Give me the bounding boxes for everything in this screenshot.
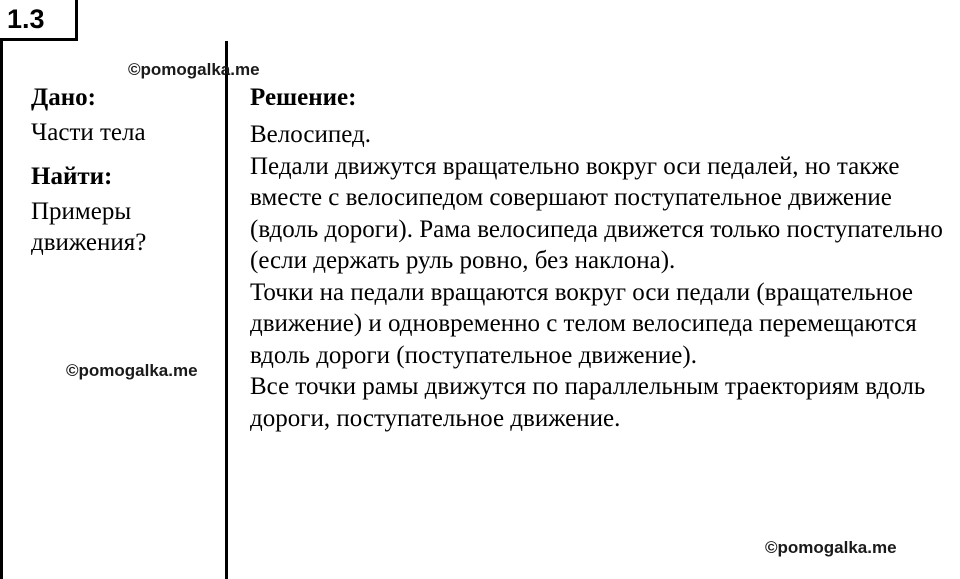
given-column [3,41,225,579]
task-number-box [0,0,78,41]
task-number: 1.3 [7,3,45,34]
find-text-line-2: движения? [31,229,147,256]
solution-paragraph-4: Все точки рамы движутся по параллельным траекториям вдоль дороги, поступательное движение. [250,373,926,432]
find-label: Найти: [31,163,113,190]
solution-column [228,41,958,579]
given-text: Части тела [31,119,146,146]
given-label: Дано: [31,84,96,111]
find-text-line-1: Примеры [31,198,132,225]
watermark-bottom: ©pomogalka.me [765,538,897,557]
solution-heading: Решение: [250,84,357,111]
watermark-top: ©pomogalka.me [128,60,260,79]
solution-paragraph-1: Велосипед. [250,121,371,148]
solution-paragraph-3: Точки на педали вращаются вокруг оси педали (вращательное движение) и одновременно с телом велосипеда перемещаются вдоль дороги (поступательное движение). [250,278,917,369]
watermark-left: ©pomogalka.me [66,361,198,380]
solution-paragraph-2: Педали движутся вращательно вокруг оси педалей, но также вместе с велосипедом совершают поступательное движение (вдоль дороги). Рама велосипеда движется только поступательно (если держать руль ровно, без наклона). [250,152,943,274]
